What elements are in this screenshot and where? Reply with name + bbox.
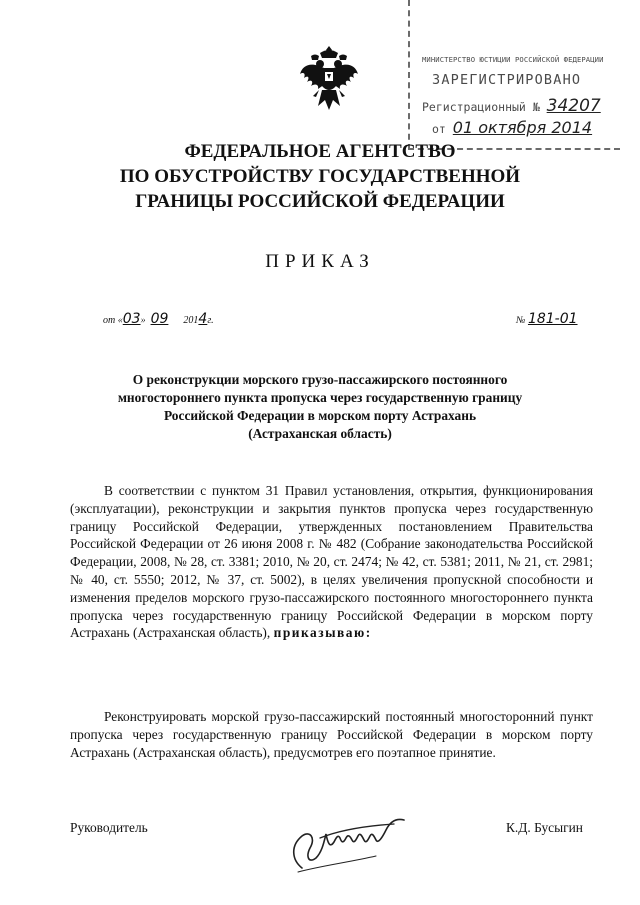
body-paragraph-2: Реконструировать морской грузо-пассажирский постоянный многосторонний пункт пропуска через государственную границу Российской Федерации в морском порту Астрахань (Астраханская область), предусмотрев его поэтапное принятие. [70,709,593,760]
preamble-text: В соответствии с пунктом 31 Правил установления, открытия, функционирования (эксплуатации), реконструкции и закрытия пунктов пропуска через государственную границу Российской Федерации, утвержденных постановлением Правительства Российской Федерации от 26 июня 2008 г. № 482 (Собрание законодательства Российской Федерации, 2008, № 28, ст. 3381; 2010, № 20, ст. 2474; № 42, ст. 5381; 2011, № 21, ст. 2981; № 40, ст. 5550; 2012, № 37, ст. 5002), в целях увеличения пропускной способности и изменения пределов морского грузо-пассажирского постоянного многостороннего пункта пропуска через государственную границу Российской Федерации в морском порту Астрахань (Астраханская область), [70,483,593,641]
stamp-ministry: МИНИСТЕРСТВО ЮСТИЦИИ РОССИЙСКОЙ ФЕДЕРАЦИИ [422,55,604,64]
subject-line-1: О реконструкции морского грузо-пассажирского постоянного [132,372,508,387]
subject-line-3: Российской Федерации в морском порту Астрахань [163,408,477,423]
order-number-value: 181-01 [527,311,578,327]
order-title: ПРИКАЗ [265,251,375,272]
order-year-prefix: 201 [183,315,199,326]
registration-stamp [408,0,620,150]
stamp-reg-label: Регистрационный № [422,100,540,114]
agency-line-1: ФЕДЕРАЛЬНОЕ АГЕНТСТВО [184,141,456,162]
agency-line-3: ГРАНИЦЫ РОССИЙСКОЙ ФЕДЕРАЦИИ [135,191,505,212]
agency-line-2: ПО ОБУСТРОЙСТВУ ГОСУДАРСТВЕННОЙ [119,166,521,187]
order-number-label: № [516,315,526,326]
order-word: приказываю: [273,625,372,641]
coat-of-arms-icon [298,44,360,114]
order-quote-close: » [140,315,146,326]
signer-role: Руководитель [70,820,148,835]
handwritten-signature [280,808,430,878]
order-subject [70,371,570,443]
order-year-unit: г. [207,315,214,326]
signer-name: К.Д. Бусыгин [506,820,583,835]
stamp-date: 01 октября 2014 [452,118,593,137]
stamp-registration-line [422,96,601,116]
agency-name [0,139,640,214]
order-day: 03 [122,311,141,327]
subject-line-2: многостороннего пункта пропуска через государственную границу [117,390,523,405]
stamp-date-prefix: от [432,122,446,136]
order-number [516,311,578,327]
order-month: 09 [150,311,169,327]
stamp-registered: ЗАРЕГИСТРИРОВАНО [432,72,582,88]
subject-line-4: (Астраханская область) [248,426,392,441]
order-date [103,311,214,327]
order-date-prefix: от « [103,315,123,326]
body-paragraph-1 [70,482,593,642]
stamp-date-line [432,118,592,137]
stamp-reg-number: 34207 [546,96,601,116]
order-year-suffix: 4 [198,311,208,327]
